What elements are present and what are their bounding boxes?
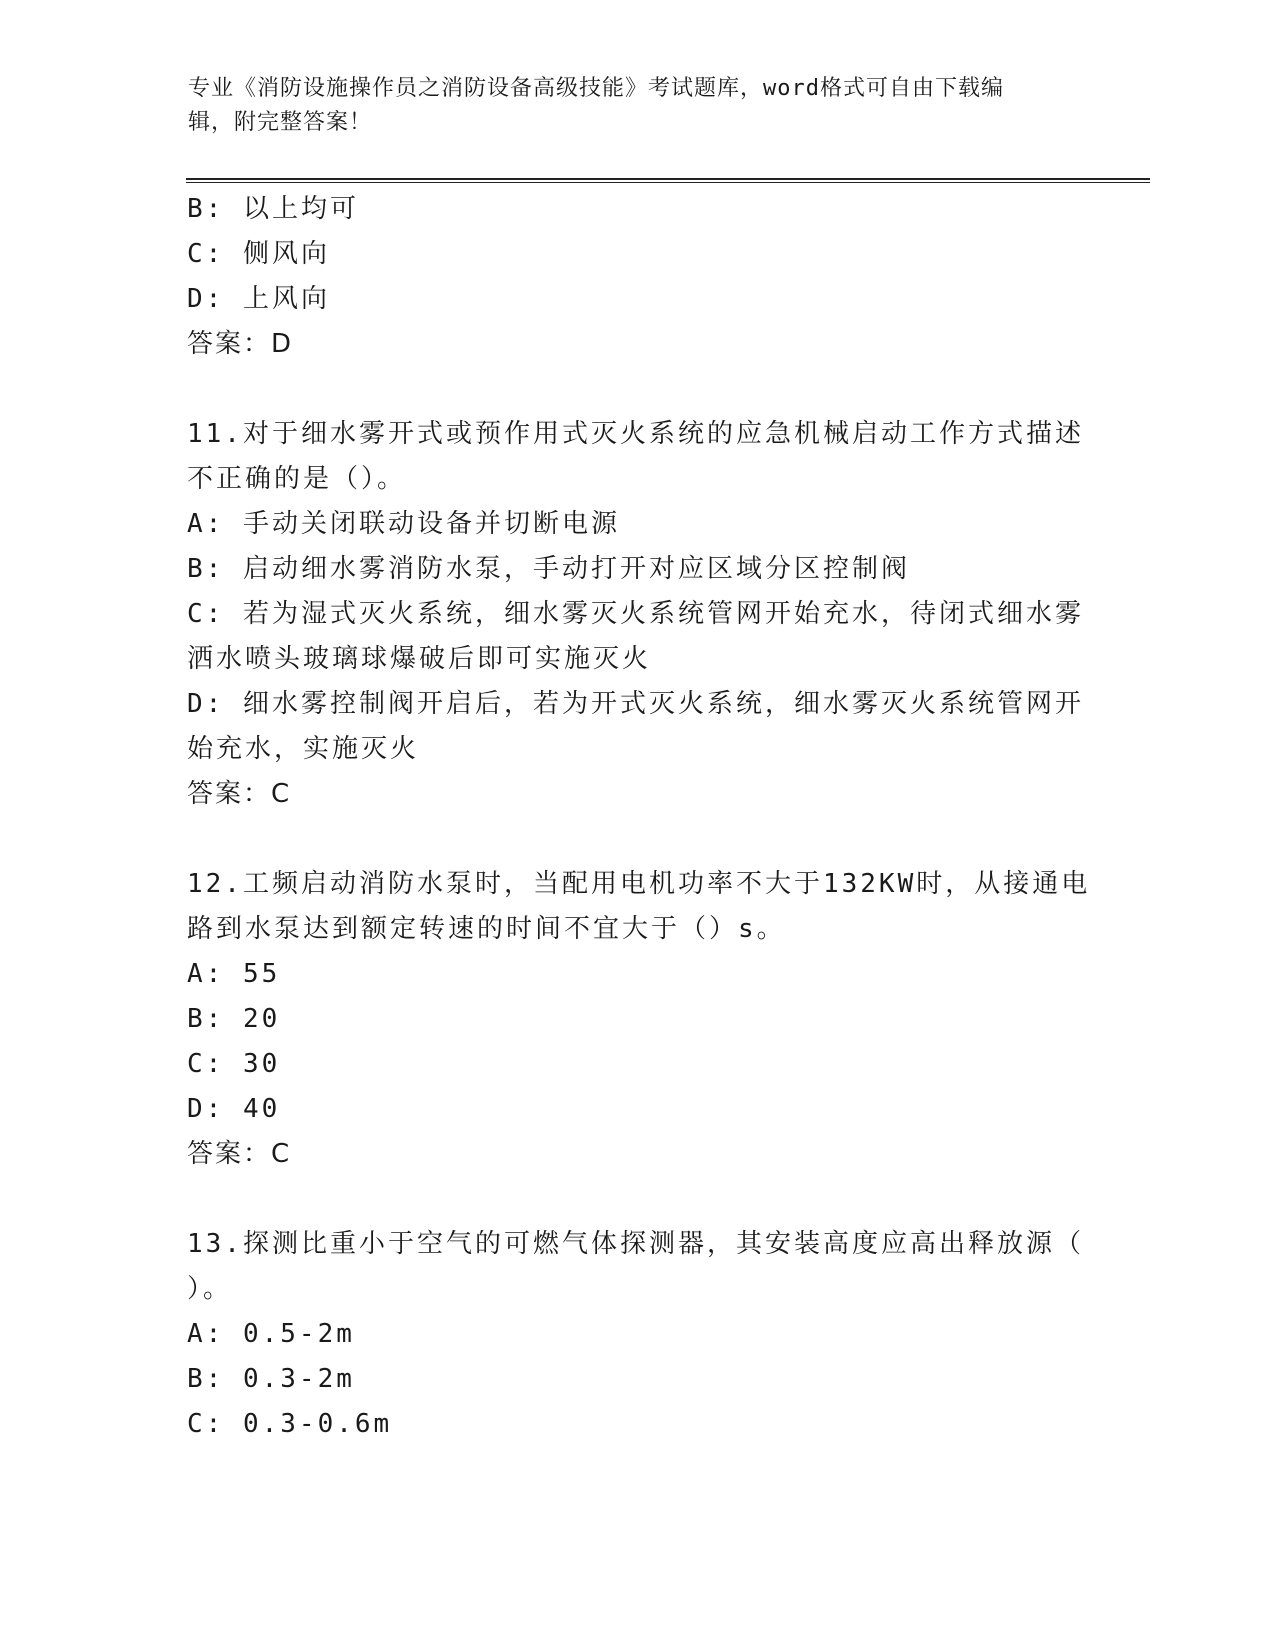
- q11-answer: 答案：C: [187, 779, 292, 809]
- q12-option-c: C: 30: [187, 1049, 281, 1079]
- q13-stem-line-1: 13.探测比重小于空气的可燃气体探测器，其安装高度应高出释放源（: [187, 1229, 1084, 1259]
- q10-option-d: D: 上风向: [187, 284, 330, 314]
- header-divider: [186, 178, 1150, 183]
- header-line-2: 辑，附完整答案！: [188, 110, 373, 135]
- q13-option-a: A: 0.5-2m: [187, 1319, 355, 1349]
- q10-option-c: C: 侧风向: [187, 239, 330, 269]
- q11-option-c-line-2: 洒水喷头玻璃球爆破后即可实施灭火: [187, 644, 652, 674]
- q12-option-d: D: 40: [187, 1094, 281, 1124]
- q11-option-b: B: 启动细水雾消防水泵，手动打开对应区域分区控制阀: [187, 554, 910, 584]
- q11-stem-line-1: 11.对于细水雾开式或预作用式灭火系统的应急机械启动工作方式描述: [187, 419, 1084, 449]
- q12-option-b: B: 20: [187, 1004, 281, 1034]
- q11-stem-line-2: 不正确的是（）。: [187, 464, 407, 494]
- q10-answer: 答案：D: [187, 329, 294, 359]
- q11-option-d-line-2: 始充水，实施灭火: [187, 734, 420, 764]
- document-header: [188, 72, 1068, 140]
- q13-option-c: C: 0.3-0.6m: [187, 1409, 393, 1439]
- q12-stem-line-2: 路到水泵达到额定转速的时间不宜大于（）s。: [187, 914, 786, 944]
- q10-option-b: B: 以上均可: [187, 194, 359, 224]
- q12-option-a: A: 55: [187, 959, 281, 989]
- q13-option-b: B: 0.3-2m: [187, 1364, 355, 1394]
- q11-option-d-line-1: D: 细水雾控制阀开启后，若为开式灭火系统，细水雾灭火系统管网开: [187, 689, 1084, 719]
- q11-option-a: A: 手动关闭联动设备并切断电源: [187, 509, 620, 539]
- header-line-1: 专业《消防设施操作员之消防设备高级技能》考试题库，word格式可自由下载编: [188, 76, 1004, 101]
- q12-answer: 答案：C: [187, 1139, 292, 1169]
- q12-stem-line-1: 12.工频启动消防水泵时，当配用电机功率不大于132KW时，从接通电: [187, 869, 1091, 899]
- q11-option-c-line-1: C: 若为湿式灭火系统，细水雾灭火系统管网开始充水，待闭式细水雾: [187, 599, 1084, 629]
- q13-stem-line-2: ）。: [187, 1274, 233, 1304]
